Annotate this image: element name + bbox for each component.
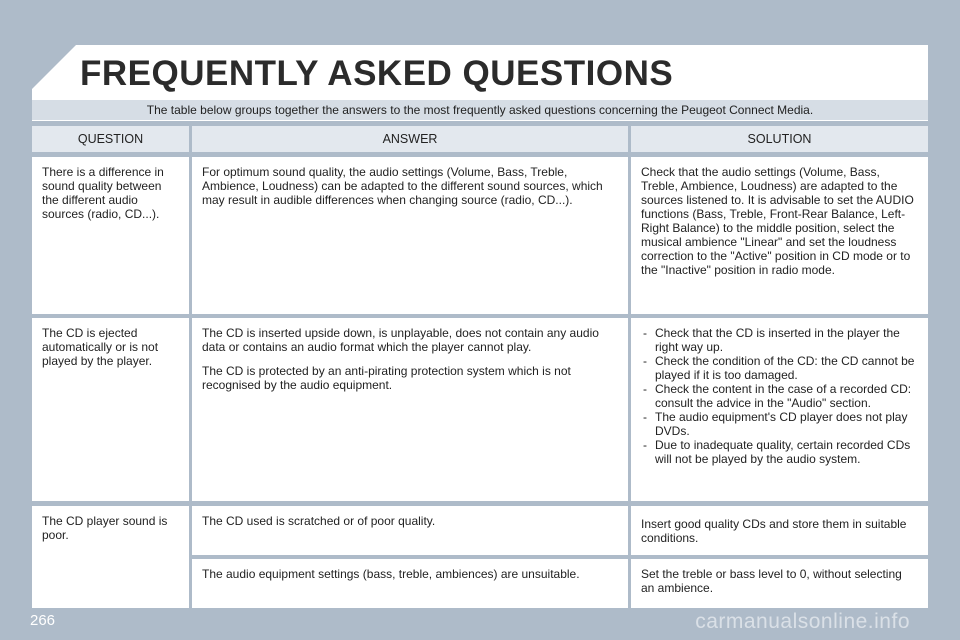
- list-item: - Check the condition of the CD: the CD cannot be played if it is too damaged.: [641, 354, 918, 382]
- watermark: carmanualsonline.info: [695, 610, 910, 633]
- list-item: - Check the content in the case of a recorded CD: consult the advice in the "Audio" section.: [641, 382, 918, 410]
- intro-text: The table below groups together the answers to the most frequently asked questions concerning the Peugeot Connect Media.: [32, 100, 928, 120]
- column-header-question: QUESTION: [32, 126, 189, 152]
- answer-text: The CD used is scratched or of poor quality.: [202, 514, 436, 528]
- question-text: The CD is ejected automatically or is not played by the player.: [42, 326, 159, 368]
- page-number: 266: [30, 612, 56, 629]
- list-item: - The audio equipment's CD player does not play DVDs.: [641, 410, 918, 438]
- table-row-3b-solution: [631, 559, 928, 608]
- list-item: - Due to inadequate quality, certain recorded CDs will not be played by the audio system.: [641, 438, 918, 466]
- question-text: The CD player sound is poor.: [42, 514, 168, 542]
- table-row-1-solution: [631, 157, 928, 314]
- table-row-3a-solution: [631, 506, 928, 555]
- answer-paragraph: The CD is protected by an anti-pirating protection system which is not recognised by the audio equipment.: [202, 364, 571, 392]
- table-row-3-question: [32, 506, 189, 608]
- column-header-answer: ANSWER: [192, 126, 628, 152]
- table-row-1-question: [32, 157, 189, 314]
- solution-text: Check that the audio settings (Volume, Bass, Treble, Ambience, Loudness) are adapted to the sources listened to. It is advisable to set the AUDIO functions (Bass, Treble, Front-Rear Balance, Left-Right Balance) to the middle position, select the musical ambience "Linear" and set the loudness correction to the "Active" position in CD mode or to the "Inactive" position in radio mode.: [641, 165, 914, 277]
- table-row-3b-answer: [192, 559, 628, 608]
- solution-list: [641, 326, 918, 466]
- answer-text: The audio equipment settings (bass, treble, ambiences) are unsuitable.: [202, 567, 580, 581]
- table-row-2-answer: [192, 318, 628, 501]
- column-header-solution: SOLUTION: [631, 126, 928, 152]
- table-row-2-question: [32, 318, 189, 501]
- table-row-3a-answer: [192, 506, 628, 555]
- page-title: FREQUENTLY ASKED QUESTIONS: [80, 54, 674, 93]
- solution-text: Set the treble or bass level to 0, without selecting an ambience.: [641, 567, 902, 595]
- answer-text: For optimum sound quality, the audio settings (Volume, Bass, Treble, Ambience, Loudness) can be adapted to the different sound sources, which may result in audible differences when changing source (radio, CD...).: [202, 165, 603, 207]
- answer-paragraph: The CD is inserted upside down, is unplayable, does not contain any audio data or contains an audio format which the player cannot play.: [202, 326, 599, 354]
- list-item: - Check that the CD is inserted in the player the right way up.: [641, 326, 918, 354]
- question-text: There is a difference in sound quality between the different audio sources (radio, CD...).: [42, 165, 164, 221]
- solution-text: Insert good quality CDs and store them in suitable conditions.: [641, 517, 907, 545]
- table-row-2-solution: [631, 318, 928, 501]
- table-row-1-answer: [192, 157, 628, 314]
